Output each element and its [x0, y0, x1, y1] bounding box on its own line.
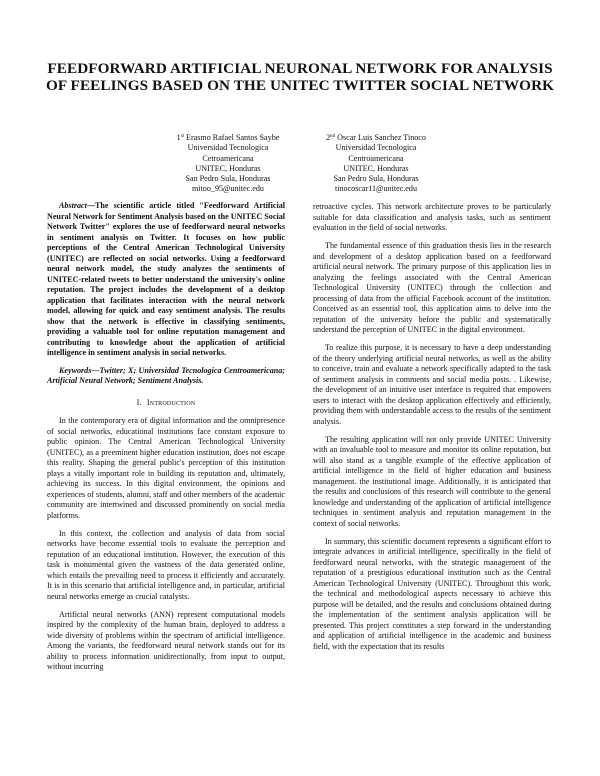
author-name: 1st Erasmo Rafael Santos Saybe [176, 133, 280, 142]
author-affiliation: UNITEC, Honduras [195, 163, 261, 173]
left-column [47, 201, 285, 680]
section-number: I. [136, 397, 142, 407]
keywords-text: —Twitter; X; Universidad Tecnologica Centroamericana; Artificial Neural Network; Sentiment Analysis. [47, 365, 285, 385]
author-email: tinocoscar11@unitec.edu [335, 184, 417, 194]
body-paragraph: The fundamental essence of this graduation thesis lies in the research and development of a desktop application based on a feedforward artificial neural network. The primary purpose of this application lies in analyzing the feelings associated with the Central American Technological University (UNITEC) through the collection and processing of data from the official Facebook account of the institution. Conceived as an essential tool, this application aims to delve into the reputation of the university before the public and systematically understand the perception of UNITEC in the digital environment. [313, 241, 551, 334]
author-affiliation: Cetroamericana [202, 153, 254, 163]
author-location: San Pedro Sula, Honduras [185, 174, 271, 184]
abstract-label: Abstract [59, 201, 87, 210]
body-paragraph: In this context, the collection and analysis of data from social networks have become essential tools to evaluate the perception and reputation of an educational institution. However, the execution of this task is monumental given the vastness of the data generated online, which entails the prevailing need to process it efficiently and accurately. It is in this scenario that artificial intelligence and, in particular, artificial neural networks emerge as crucial catalysts. [47, 528, 285, 601]
author-block-1 [148, 132, 308, 195]
author-email: mitoo_95@unitec.edu [192, 184, 264, 194]
keywords [47, 366, 285, 387]
author-name: 2nd Oscar Luis Sanchez Tinoco [326, 133, 426, 142]
author-affiliation: Centroamericana [348, 153, 404, 163]
author-block-2 [296, 132, 456, 195]
abstract-text: The scientific article titled "Feedforward Artificial Neural Network for Sentiment Analysis based on the UNITEC Social Network Twitter" explores the use of feedforward neural networks in sentiment analysis on Twitter. It focuses on how public perceptions of the Central American Technological University (UNITEC) are reflected on social networks. Using a feedforward neural network model, the study analyzes the sentiments of UNITEC-related tweets to better understand the university's online reputation. The project includes the development of a desktop application that facilitates interaction with the neural network model, allowing for quick and easy sentiment analysis. The results show that the network is effective in classifying sentiments, providing a valuable tool for online reputation management and contributing to knowledge about the application of artificial intelligence in sentiment analysis in social networks. [47, 201, 285, 357]
author-affiliation: Universidad Tecnologica [187, 143, 269, 153]
keywords-label: Keywords [59, 365, 92, 375]
paper-title: FEEDFORWARD ARTIFICIAL NEURONAL NETWORK FOR ANALYSIS OF FEELINGS BASED ON THE UNITEC TWITTER SOCIAL NETWORK [45, 60, 555, 94]
body-paragraph: retroactive cycles. This network architecture proves to be particularly suitable for data classification and analysis tasks, such as sentiment evaluation in the field of social networks. [313, 202, 551, 232]
right-column [313, 202, 551, 660]
author-location: San Pedro Sula, Honduras [333, 174, 419, 184]
author-affiliation: UNITEC, Honduras [343, 163, 409, 173]
section-title: Introduction [146, 397, 196, 407]
abstract: Abstract—The scientific article titled "Feedforward Artificial Neural Network for Sentiment Analysis based on the UNITEC Social Network Twitter" explores the use of feedforward neural networks in sentiment analysis on Twitter. It focuses on how public perceptions of the Central American Technological University (UNITEC) are reflected on social networks. Using a feedforward neural network model, the study analyzes the sentiments of UNITEC-related tweets to better understand the university's online reputation. The project includes the development of a desktop application that facilitates interaction with the neural network model, allowing for quick and easy sentiment analysis. The results show that the network is effective in classifying sentiments, providing a valuable tool for online reputation management and contributing to knowledge about the application of artificial intelligence in sentiment analysis in social networks. [47, 201, 285, 357]
body-paragraph: In the contemporary era of digital information and the omnipresence of social networks, educational institutions face constant exposure to public opinion. The Central American Technological University (UNITEC), as a preeminent higher education institution, does not escape this reality. Shaping the general public's perception of this institution plays a vitally important role in building its reputation and, ultimately, achieving its success. In this digital environment, the opinions and experiences of students, alumni, staff and other members of the academic community are intertwined and discussed prominently on social media platforms. [47, 416, 285, 520]
body-paragraph: Artificial neural networks (ANN) represent computational models inspired by the complexity of the human brain, deployed to address a wide diversity of problems within the spectrum of artificial intelligence. Among the variants, the feedforward neural network stands out for its ability to process information unidirectionally, from input to output, without incurring [47, 609, 285, 671]
body-paragraph: The resulting application will not only provide UNITEC University with an invaluable tool to measure and monitor its online reputation, but will also stand as a tangible example of the effective application of artificial intelligence in the field of higher education and business management. the institutional image. Additionally, it is anticipated that the results and conclusions of this research will contribute to the general knowledge and understanding of the application of artificial intelligence techniques in sentiment analysis and reputation management in the context of social networks. [313, 434, 551, 528]
body-paragraph: To realize this purpose, it is necessary to have a deep understanding of the theory underlying artificial neural networks, as well as the ability to conceive, train and evaluate a network specifically adapted to the task of sentiment analysis in comments and social media posts. . Likewise, the development of an intuitive user interface is required that empowers users to interact with the desktop application effectively and efficiently, providing them with understandable access to the results of the sentiment analysis. [313, 343, 551, 426]
author-affiliation: Universidad Tecnologica [335, 143, 417, 153]
body-paragraph: In summary, this scientific document represents a significant effort to integrate advances in artificial intelligence, specifically in the field of feedforward neural networks, with the strategic management of the reputation of a prestigious educational institution such as the Central American Technological University (UNITEC). Throughout this work, the technical and methodological aspects necessary to achieve this purpose will be detailed, and the results and conclusions obtained during the implementation of the sentiment analysis application will be presented. This project constitutes a step forward in the understanding and application of artificial intelligence in the academic and business field, with the expectation that its results [313, 536, 551, 651]
section-heading [47, 398, 285, 409]
